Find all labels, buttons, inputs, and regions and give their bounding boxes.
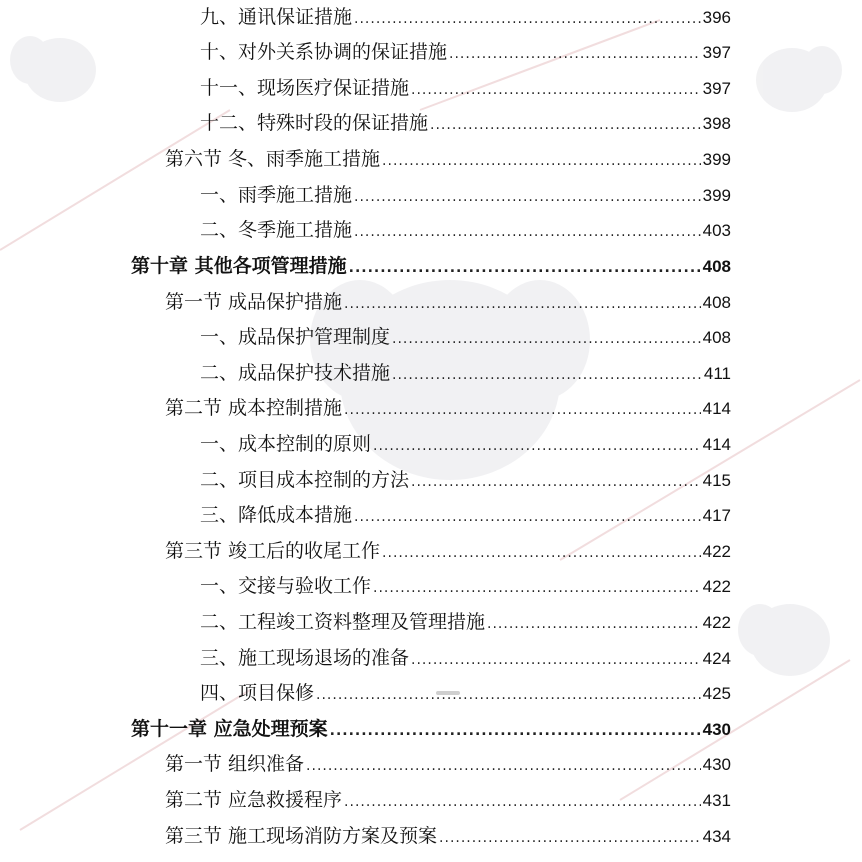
toc-entry[interactable] bbox=[200, 358, 731, 388]
toc-leader-dots bbox=[316, 680, 701, 710]
toc-entry-title: 二、冬季施工措施 bbox=[200, 219, 353, 241]
toc-entry-title: 二、项目成本控制的方法 bbox=[200, 469, 410, 491]
toc-entry[interactable] bbox=[165, 749, 731, 779]
toc-page-number: 398 bbox=[702, 114, 731, 133]
toc-entry[interactable] bbox=[200, 465, 731, 495]
toc-chapter-entry[interactable] bbox=[131, 714, 731, 744]
toc-entry-title: 一、成品保护管理制度 bbox=[200, 326, 391, 348]
toc-entry[interactable] bbox=[200, 429, 731, 459]
toc-entry-title: 第十一章 应急处理预案 bbox=[131, 718, 328, 740]
toc-entry[interactable] bbox=[200, 108, 731, 138]
toc-leader-dots bbox=[354, 182, 701, 212]
toc-entry-title: 第二节 成本控制措施 bbox=[165, 397, 343, 419]
toc-page-number: 434 bbox=[702, 827, 731, 846]
toc-entry-title: 十一、现场医疗保证措施 bbox=[200, 77, 410, 99]
toc-page-number: 422 bbox=[702, 577, 731, 596]
toc-entry[interactable] bbox=[200, 607, 731, 637]
toc-entry[interactable] bbox=[200, 215, 731, 245]
toc-entry[interactable] bbox=[200, 180, 731, 210]
toc-page-number: 425 bbox=[702, 684, 731, 703]
toc-entry[interactable] bbox=[165, 536, 731, 566]
toc-leader-dots bbox=[349, 253, 701, 283]
toc-leader-dots bbox=[382, 538, 701, 568]
toc-entry-title: 一、雨季施工措施 bbox=[200, 184, 353, 206]
toc-leader-dots bbox=[411, 645, 701, 675]
toc-leader-dots bbox=[354, 502, 701, 532]
toc-entry-title: 三、降低成本措施 bbox=[200, 504, 353, 526]
toc-entry[interactable] bbox=[165, 785, 731, 815]
toc-leader-dots bbox=[487, 609, 701, 639]
toc-page-number: 415 bbox=[702, 471, 731, 490]
toc-entry-title: 一、交接与验收工作 bbox=[200, 575, 372, 597]
toc-page-number: 414 bbox=[702, 435, 731, 454]
toc-entry[interactable] bbox=[200, 500, 731, 530]
toc-leader-dots bbox=[330, 716, 701, 746]
toc-page-number: 397 bbox=[702, 79, 731, 98]
toc-leader-dots bbox=[373, 431, 701, 461]
toc-leader-dots bbox=[439, 823, 701, 853]
toc-page-number: 424 bbox=[702, 649, 731, 668]
toc-entry-title: 四、项目保修 bbox=[200, 682, 315, 704]
toc-page-number: 414 bbox=[702, 399, 731, 418]
toc-leader-dots bbox=[411, 75, 701, 105]
toc-entry[interactable] bbox=[200, 643, 731, 673]
toc-leader-dots bbox=[430, 110, 701, 140]
toc-entry-title: 三、施工现场退场的准备 bbox=[200, 647, 410, 669]
toc-entry-title: 第三节 施工现场消防方案及预案 bbox=[165, 825, 438, 847]
toc-entry[interactable] bbox=[165, 821, 731, 851]
toc-leader-dots bbox=[344, 395, 701, 425]
toc-leader-dots bbox=[373, 573, 701, 603]
toc-entry-title: 第三节 竣工后的收尾工作 bbox=[165, 540, 381, 562]
toc-leader-dots bbox=[382, 146, 701, 176]
toc-page-number: 408 bbox=[702, 328, 731, 347]
toc-entry-title: 第二节 应急救援程序 bbox=[165, 789, 343, 811]
toc-page-number: 397 bbox=[702, 43, 731, 62]
toc-page-number: 408 bbox=[702, 257, 731, 276]
toc-entry[interactable] bbox=[200, 678, 731, 708]
toc-leader-dots bbox=[354, 217, 701, 247]
toc-page-number: 403 bbox=[702, 221, 731, 240]
toc-entry-title: 一、成本控制的原则 bbox=[200, 433, 372, 455]
toc-page-number: 411 bbox=[703, 364, 731, 383]
toc-leader-dots bbox=[344, 289, 701, 319]
toc-leader-dots bbox=[449, 39, 701, 69]
toc-page-number: 396 bbox=[702, 8, 731, 27]
toc-leader-dots bbox=[306, 751, 701, 781]
toc-page-number: 430 bbox=[702, 755, 731, 774]
toc-entry-title: 二、工程竣工资料整理及管理措施 bbox=[200, 611, 486, 633]
toc-entry[interactable] bbox=[200, 322, 731, 352]
toc-page-number: 422 bbox=[702, 542, 731, 561]
toc-leader-dots bbox=[392, 360, 702, 390]
toc-entry-title: 第一节 组织准备 bbox=[165, 753, 305, 775]
toc-entry[interactable] bbox=[200, 2, 731, 32]
toc-page-number: 417 bbox=[702, 506, 731, 525]
toc-entry-title: 十二、特殊时段的保证措施 bbox=[200, 112, 429, 134]
toc-page-number: 399 bbox=[702, 150, 731, 169]
toc-entry[interactable] bbox=[200, 73, 731, 103]
toc-entry[interactable] bbox=[165, 144, 731, 174]
toc-page-number: 431 bbox=[702, 791, 731, 810]
toc-chapter-entry[interactable] bbox=[131, 251, 731, 281]
page-scroll-indicator bbox=[436, 691, 460, 695]
toc-entry-title: 十、对外关系协调的保证措施 bbox=[200, 41, 448, 63]
toc-entry[interactable] bbox=[200, 37, 731, 67]
toc-entry[interactable] bbox=[165, 393, 731, 423]
toc-entry[interactable] bbox=[165, 287, 731, 317]
toc-entry-title: 二、成品保护技术措施 bbox=[200, 362, 391, 384]
toc-leader-dots bbox=[411, 467, 701, 497]
toc-entry-title: 第一节 成品保护措施 bbox=[165, 291, 343, 313]
toc-entry-title: 第十章 其他各项管理措施 bbox=[131, 255, 347, 277]
toc-leader-dots bbox=[392, 324, 701, 354]
toc-page-number: 430 bbox=[702, 720, 731, 739]
toc-page-number: 399 bbox=[702, 186, 731, 205]
toc-page-number: 408 bbox=[702, 293, 731, 312]
toc-leader-dots bbox=[344, 787, 701, 817]
toc-page-number: 422 bbox=[702, 613, 731, 632]
toc-entry-title: 第六节 冬、雨季施工措施 bbox=[165, 148, 381, 170]
toc-entry-title: 九、通讯保证措施 bbox=[200, 6, 353, 28]
toc-entry[interactable] bbox=[200, 571, 731, 601]
toc-leader-dots bbox=[354, 4, 701, 34]
